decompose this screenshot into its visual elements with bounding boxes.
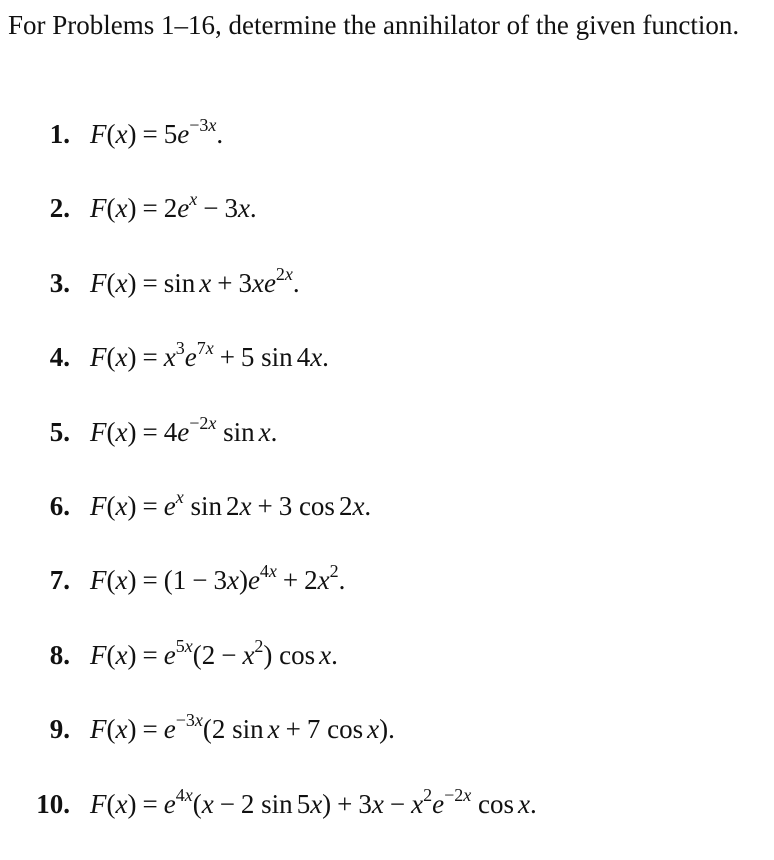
problem-list <box>0 116 774 860</box>
problem-formula: $F(x) = (1 - 3x)e^{4x} + 2x^2$. <box>90 561 346 596</box>
problem-number: 5. <box>49 416 70 447</box>
problem-number: 7. <box>49 565 70 596</box>
problem-formula: $F(x) = \sin x + 3xe^{2x}$. <box>90 263 300 298</box>
problem-formula: $F(x) = e^{5x}(2 - x^2)$ cos x. <box>90 635 338 670</box>
problem-number: 3. <box>49 267 70 298</box>
problem-formula: $F(x) = e^{-3x}(2$ sin x + 7 cos x). <box>90 710 395 745</box>
problem-number: 2. <box>49 193 70 224</box>
problem-item <box>0 190 774 264</box>
problem-number: 8. <box>49 639 70 670</box>
problem-number: 10. <box>36 788 70 819</box>
problem-formula: $F(x) = 2e^x - 3x$. <box>90 189 257 224</box>
problem-item <box>0 414 774 488</box>
problem-item <box>0 637 774 711</box>
problem-item <box>0 116 774 190</box>
problem-formula: $F(x) = 5e^{-3x}$. <box>90 115 224 149</box>
problem-item <box>0 711 774 785</box>
problem-item <box>0 488 774 562</box>
problem-item <box>0 265 774 339</box>
problem-number: 6. <box>49 490 70 521</box>
problem-formula: $F(x) = x^3e^{7x} + 5$ sin 4x. <box>90 338 329 373</box>
problem-number: 4. <box>49 342 70 373</box>
problem-number: 1. <box>49 119 70 149</box>
problem-formula: $F(x) = e^{4x}(x - 2$ $\sin 5x) + 3x - x^2e^{-2x}$ cos x. <box>90 784 537 819</box>
problem-item <box>0 786 774 860</box>
problem-number: 9. <box>49 714 70 745</box>
problem-set-intro: For Problems 1–16, determine the annihilator of the given function. <box>8 10 740 40</box>
problem-formula: $F(x) = e^x$ sin 2x + 3 cos 2x. <box>90 486 372 521</box>
problem-item <box>0 562 774 636</box>
problem-item <box>0 339 774 413</box>
problem-formula: $F(x) = 4e^{-2x}$ sin x. <box>90 412 278 447</box>
